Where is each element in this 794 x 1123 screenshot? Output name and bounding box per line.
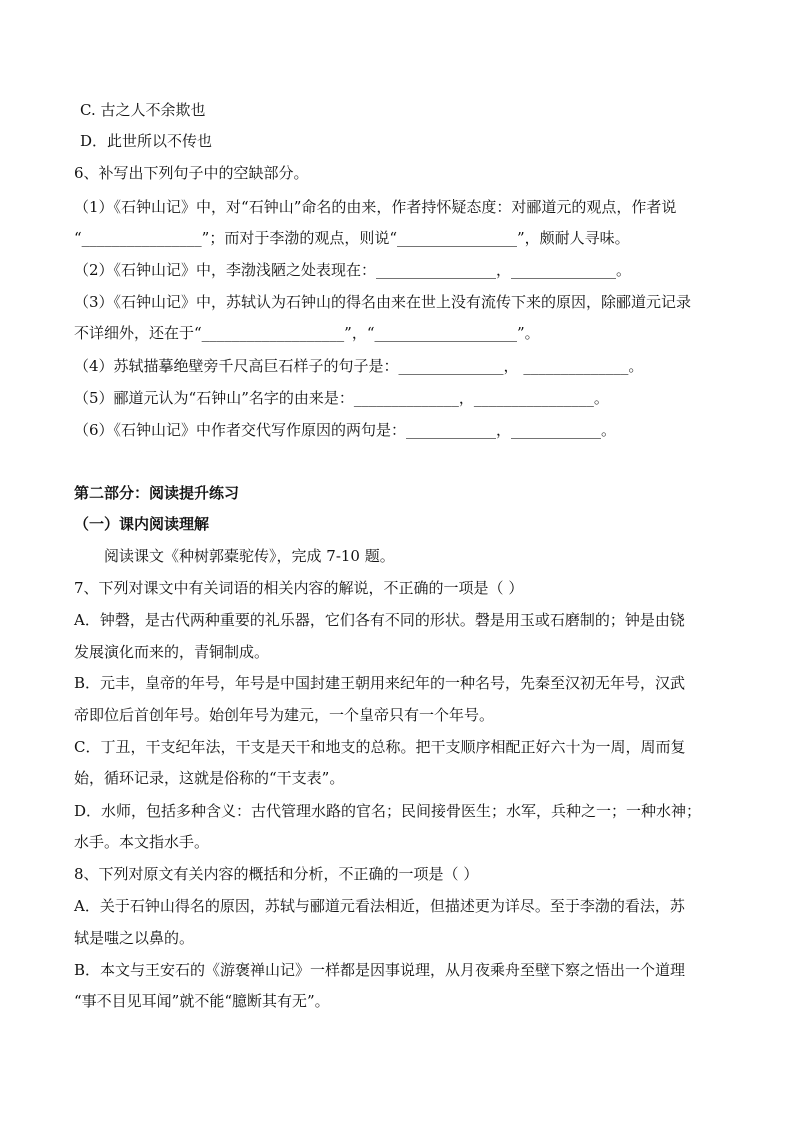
- part-2-subheading: （一）课内阅读理解: [74, 515, 210, 533]
- question-7-title: 7、下列对课文中有关词语的相关内容的解说，不正确的一项是（ ）: [74, 579, 524, 597]
- question-7-option-d-line-1: D．水师，包括多种含义：古代管理水路的官名；民间接骨医生；水军，兵种之一；一种水神；: [74, 802, 702, 820]
- reading-intro: 阅读课文《种树郭橐驼传》，完成 7-10 题。: [104, 547, 395, 565]
- question-7-option-a-line-2: 发展演化而来的，青铜制成。: [74, 643, 270, 661]
- question-6-item-6: （6）《石钟山记》中作者交代写作原因的两句是：____________，____________。: [74, 421, 617, 439]
- question-6-item-4: （4）苏轼描摹绝壁旁千尺高巨石样子的句子是：______________， ______________。: [74, 357, 644, 375]
- question-8-option-b-line-1: B．本文与王安石的《游褒禅山记》一样都是因事说理，从月夜乘舟至壁下察之悟出一个道理: [74, 961, 686, 979]
- question-7-option-b-line-2: 帝即位后首创年号。始创年号为建元，一个皇帝只有一个年号。: [74, 706, 495, 724]
- question-8-title: 8、下列对原文有关内容的概括和分析，不正确的一项是（ ）: [74, 865, 479, 883]
- option-c: C. 古之人不余欺也: [80, 101, 206, 119]
- question-8-option-b-line-2: “事不目见耳闻”就不能“臆断其有无”。: [74, 992, 330, 1010]
- part-2-heading: 第二部分：阅读提升练习: [74, 484, 240, 502]
- question-6-item-5: （5）郦道元认为“石钟山”名字的由来是：______________，________________。: [74, 389, 609, 407]
- question-8-option-a-line-1: A．关于石钟山得名的原因，苏轼与郦道元看法相近，但描述更为详尽。至于李渤的看法，苏: [74, 897, 685, 915]
- question-7-option-c-line-2: 始，循环记录，这就是俗称的“干支表”。: [74, 769, 345, 787]
- question-7-option-c-line-1: C．丁丑，干支纪年法，干支是天干和地支的总称。把干支顺序相配正好六十为一周，周而复: [74, 738, 686, 756]
- question-7-option-d-line-2: 水手。本文指水手。: [74, 833, 210, 851]
- question-6-item-3-line-1: （3）《石钟山记》中，苏轼认为石钟山的得名由来在世上没有流传下来的原因，除郦道元记录: [74, 293, 692, 311]
- question-6-title: 6、补写出下列句子中的空缺部分。: [74, 164, 309, 182]
- question-6-item-1-line-2: “________________”；而对于李渤的观点，则说“________________”，颇耐人寻味。: [74, 229, 630, 247]
- question-6-item-3-line-2: 不详细外，还在于“___________________”，“___________________”。: [74, 324, 540, 342]
- question-6-item-2: （2）《石钟山记》中，李渤浅陋之处表现在：________________，______________。: [74, 261, 632, 279]
- question-7-option-b-line-1: B．元丰，皇帝的年号，年号是中国封建王朝用来纪年的一种名号，先秦至汉初无年号，汉武: [74, 674, 686, 692]
- question-7-option-a-line-1: A．钟磬，是古代两种重要的礼乐器，它们各有不同的形状。磬是用玉或石磨制的；钟是由铙: [74, 611, 685, 629]
- question-8-option-a-line-2: 轼是嗤之以鼻的。: [74, 929, 195, 947]
- question-6-item-1-line-1: （1）《石钟山记》中，对“石钟山”命名的由来，作者持怀疑态度：对郦道元的观点，作者说: [74, 198, 677, 216]
- option-d: D．此世所以不传也: [80, 132, 213, 150]
